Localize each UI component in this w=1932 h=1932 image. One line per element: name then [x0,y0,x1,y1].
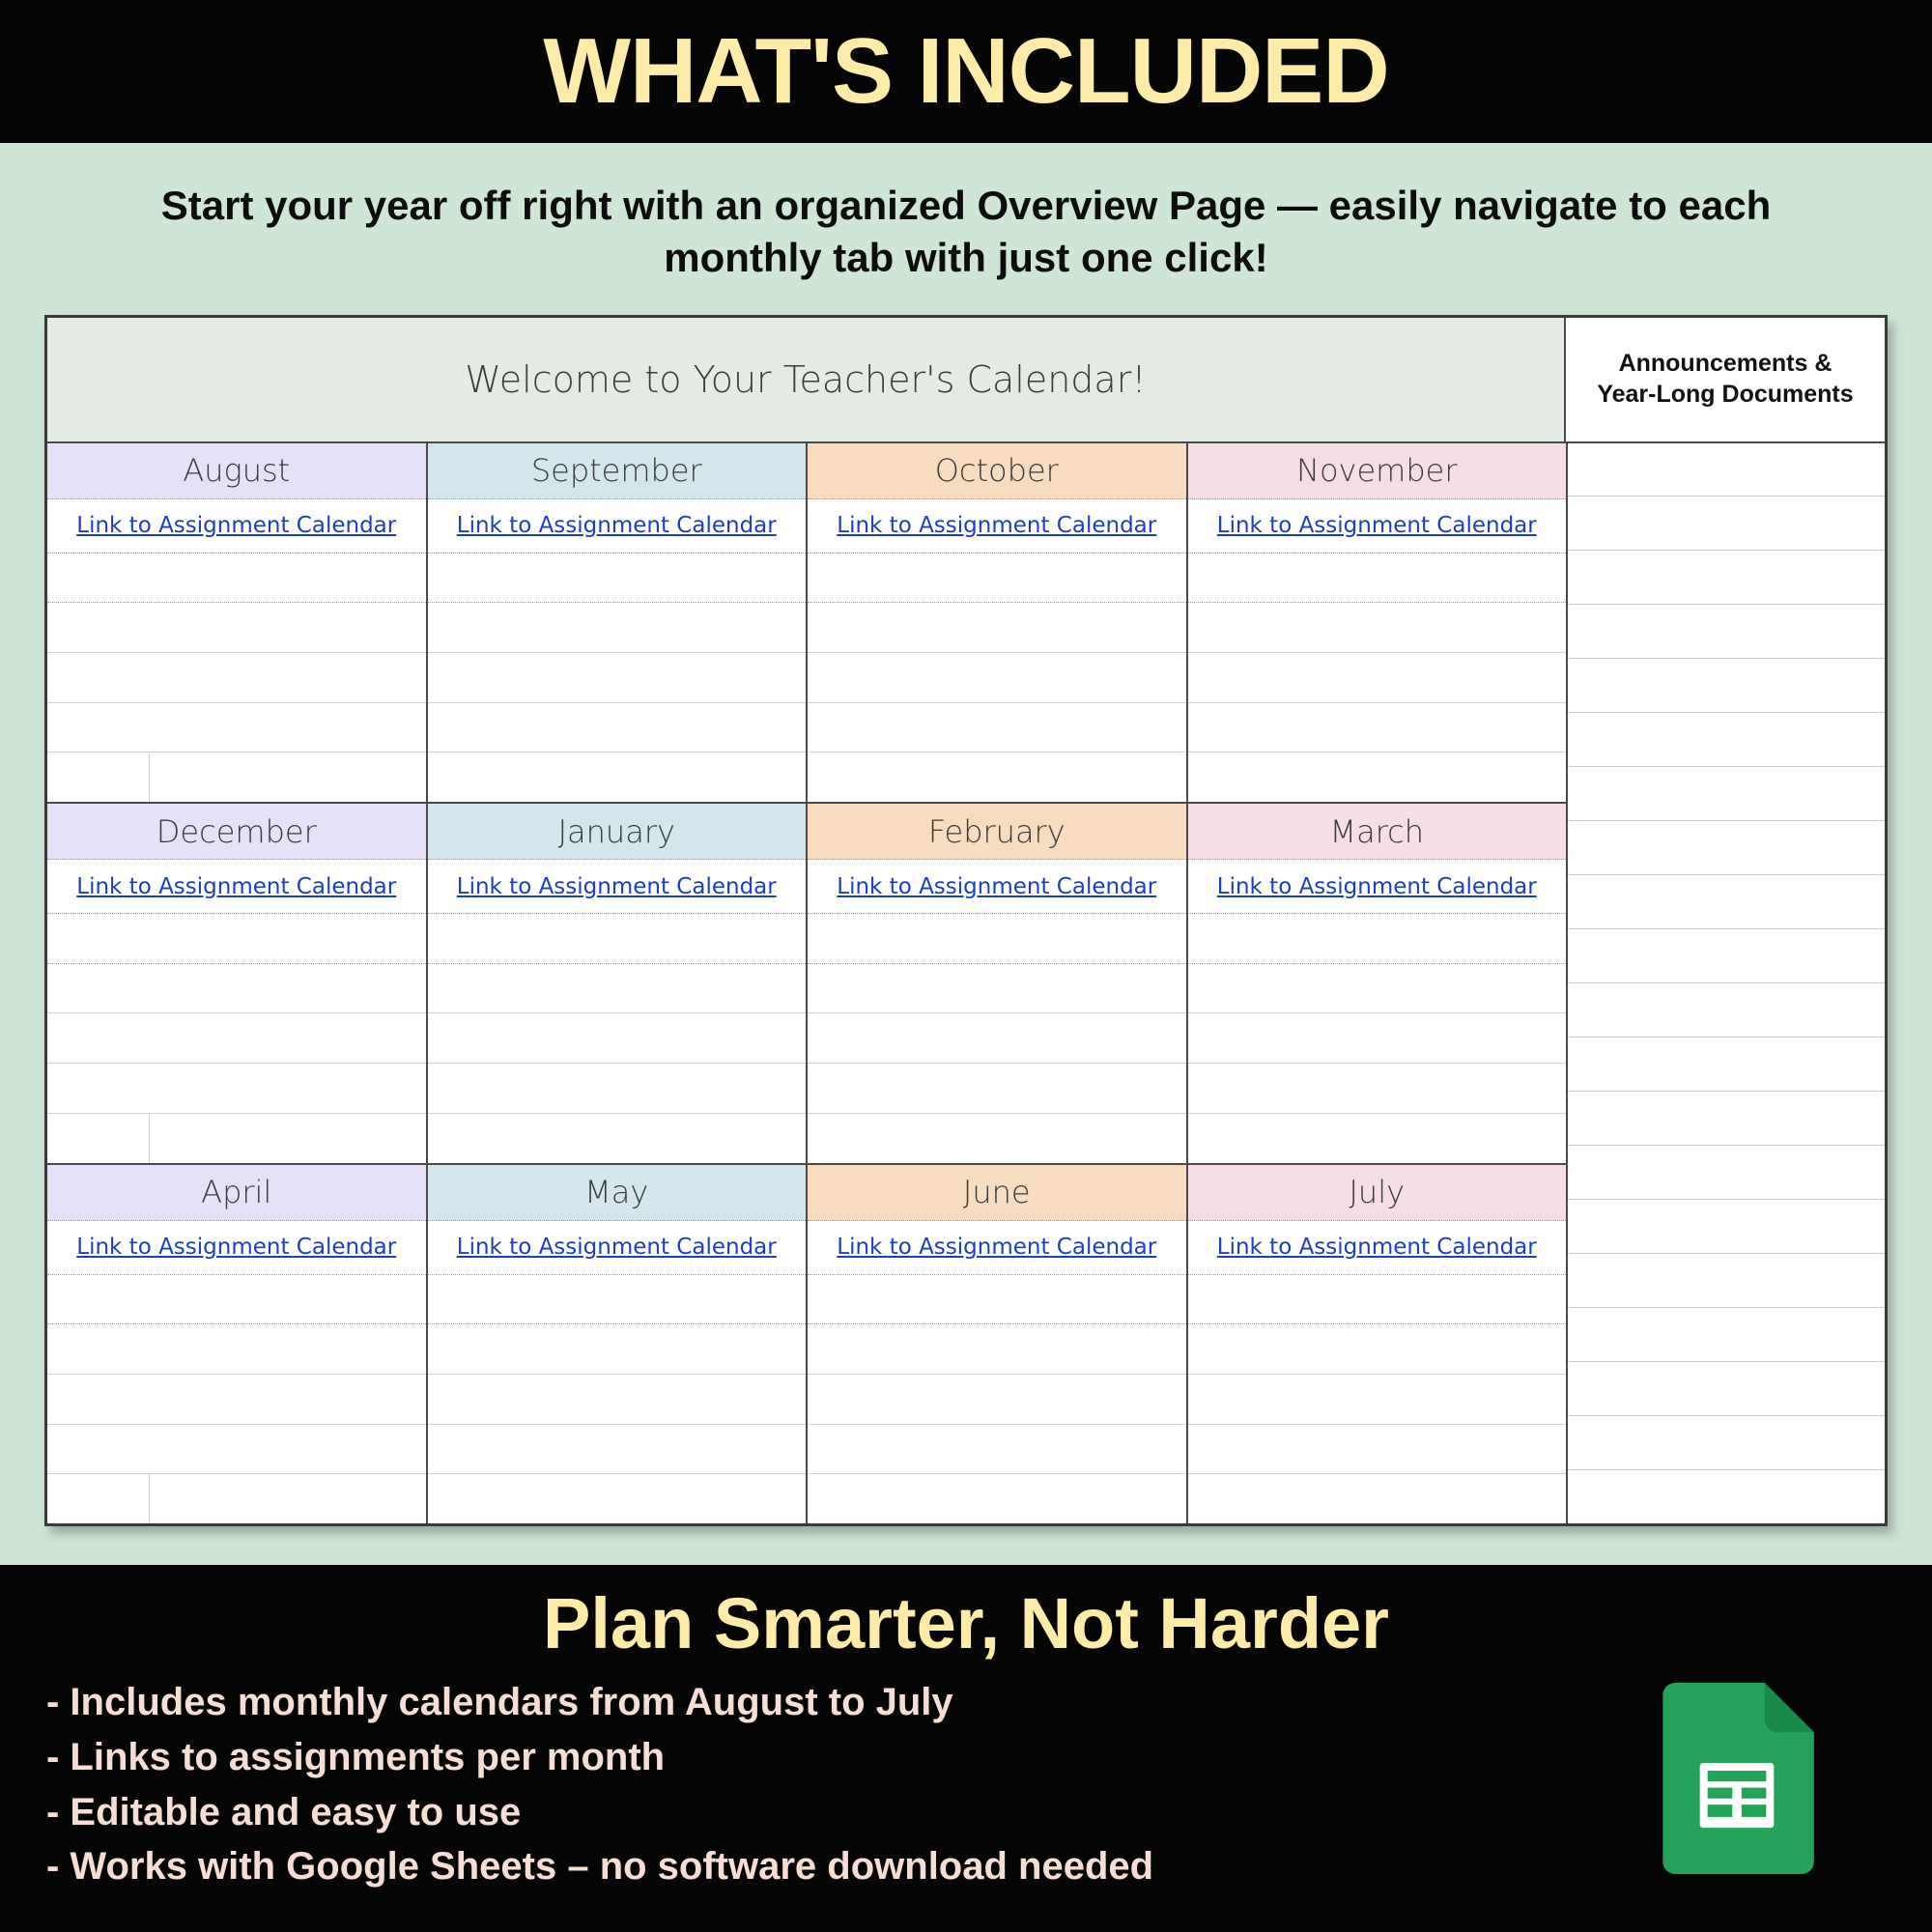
month-name: February [808,804,1186,860]
month-cell-february [808,804,1188,1163]
empty-cell[interactable] [808,964,1186,1014]
month-row [47,443,1566,805]
assignment-calendar-link[interactable]: Link to Assignment Calendar [456,873,777,899]
empty-cell[interactable] [808,703,1186,753]
assignment-calendar-link[interactable]: Link to Assignment Calendar [76,873,397,899]
assignment-calendar-link[interactable]: Link to Assignment Calendar [76,1235,397,1260]
empty-cell[interactable] [1568,1037,1885,1092]
month-cell-october [808,443,1188,803]
empty-cell[interactable] [1568,443,1885,497]
empty-cell[interactable] [1568,1146,1885,1200]
empty-cell[interactable] [1568,497,1885,551]
empty-cell[interactable] [1568,1362,1885,1416]
empty-cell[interactable] [428,1375,807,1425]
empty-cell[interactable] [428,653,807,703]
bottom-title: Plan Smarter, Not Harder [543,1583,1389,1663]
empty-cell[interactable] [1188,1425,1567,1475]
empty-cell[interactable] [1188,1474,1567,1523]
empty-cell[interactable] [47,1275,426,1325]
empty-cell[interactable] [1568,551,1885,605]
announcements-header [1566,318,1885,441]
month-name: August [47,443,426,499]
spreadsheet-header-row [47,318,1885,443]
month-link-row[interactable] [1188,860,1567,914]
empty-cell[interactable] [808,914,1186,964]
empty-cell[interactable] [808,753,1186,802]
month-link-row[interactable] [47,499,426,554]
month-row [47,804,1566,1165]
empty-cell[interactable] [428,554,807,604]
empty-cell[interactable] [1188,1064,1567,1114]
empty-cell[interactable] [47,1064,426,1114]
empty-cell[interactable] [1188,1375,1567,1425]
empty-cell[interactable] [428,753,807,802]
empty-cell[interactable] [1568,983,1885,1037]
assignment-calendar-link[interactable]: Link to Assignment Calendar [1216,873,1537,899]
empty-cell[interactable] [47,653,426,703]
assignment-calendar-link[interactable]: Link to Assignment Calendar [837,1235,1157,1260]
empty-cell[interactable] [1188,964,1567,1014]
month-row [47,1165,1566,1524]
welcome-cell: Welcome to Your Teacher's Calendar! [47,318,1566,441]
month-cell-june [808,1165,1188,1524]
empty-cell[interactable] [808,1425,1186,1475]
empty-cell[interactable] [47,1324,426,1375]
empty-cell[interactable] [808,1064,1186,1114]
month-cell-march [1188,804,1567,1163]
empty-cell[interactable] [808,653,1186,703]
month-name: June [808,1165,1186,1221]
empty-cell[interactable] [808,1474,1186,1523]
empty-cell[interactable] [428,914,807,964]
list-item: - Links to assignments per month [46,1735,666,1778]
month-name: May [428,1165,807,1221]
empty-cell[interactable] [1568,1254,1885,1308]
spreadsheet-body [47,443,1885,1524]
assignment-calendar-link[interactable]: Link to Assignment Calendar [1216,513,1537,538]
empty-cell[interactable] [1188,753,1567,802]
spreadsheet-wrapper [44,315,1888,1527]
month-cell-september [428,443,809,803]
empty-cell[interactable] [428,1474,807,1523]
month-link-row[interactable] [47,1221,426,1275]
empty-cell[interactable] [47,603,426,653]
spreadsheet [44,315,1888,1527]
empty-cell[interactable] [1188,1275,1567,1325]
empty-cell[interactable] [47,1474,426,1523]
empty-cell[interactable] [47,1425,426,1475]
empty-cell[interactable] [1568,1092,1885,1146]
empty-cell[interactable] [428,1114,807,1163]
assignment-calendar-link[interactable]: Link to Assignment Calendar [456,513,777,538]
month-link-row[interactable] [1188,499,1567,554]
assignment-calendar-link[interactable]: Link to Assignment Calendar [76,513,397,538]
empty-cell[interactable] [1568,821,1885,875]
empty-cell[interactable] [1188,653,1567,703]
empty-cell[interactable] [808,603,1186,653]
empty-cell[interactable] [808,1375,1186,1425]
list-item: - Includes monthly calendars from August to July [46,1681,953,1723]
empty-cell[interactable] [1188,914,1567,964]
empty-cell[interactable] [428,1275,807,1325]
list-item: - Works with Google Sheets – no software download needed [46,1845,1154,1889]
empty-cell[interactable] [47,703,426,753]
empty-cell[interactable] [1568,929,1885,983]
empty-cell[interactable] [808,1275,1186,1325]
empty-cell[interactable] [1188,703,1567,753]
months-area [47,443,1566,1524]
empty-cell[interactable] [1568,605,1885,659]
empty-cell[interactable] [428,703,807,753]
list-item: - Editable and easy to use [46,1790,522,1833]
month-cell-april [47,1165,428,1524]
page-title: WHAT'S INCLUDED [543,19,1389,123]
empty-cell[interactable] [1188,1013,1567,1064]
empty-cell[interactable] [808,554,1186,604]
month-name: September [428,443,807,499]
empty-cell[interactable] [428,603,807,653]
announcements-header-line1: Announcements & [1618,350,1833,378]
month-cell-july [1188,1165,1567,1524]
bottom-banner [0,1565,1932,1932]
month-name: November [1188,443,1567,499]
empty-cell[interactable] [47,753,426,802]
empty-cell[interactable] [47,964,426,1014]
month-link-row[interactable] [1188,1221,1567,1275]
month-link-row[interactable] [428,860,807,914]
empty-cell[interactable] [1188,1324,1567,1375]
subtitle: Start your year off right with an organized Overview Page — easily navigate to each monthly tab with just one click! [160,183,1772,280]
month-name: December [47,804,426,860]
empty-cell[interactable] [808,1013,1186,1064]
empty-cell[interactable] [428,964,807,1014]
month-cell-november [1188,443,1567,803]
empty-cell[interactable] [1568,713,1885,767]
month-cell-august [47,443,428,803]
announcements-column [1566,443,1885,1524]
empty-cell[interactable] [1568,1416,1885,1470]
empty-cell[interactable] [1568,767,1885,821]
empty-cell[interactable] [808,1324,1186,1375]
middle-section [0,143,1932,1565]
month-name: July [1188,1165,1567,1221]
empty-cell[interactable] [428,1425,807,1475]
announcements-header-line2: Year-Long Documents [1597,380,1854,408]
empty-cell[interactable] [1188,1114,1567,1163]
month-cell-may [428,1165,809,1524]
month-link-row[interactable] [808,860,1186,914]
empty-cell[interactable] [1568,875,1885,929]
empty-cell[interactable] [47,1013,426,1064]
empty-cell[interactable] [47,1375,426,1425]
month-link-row[interactable] [47,860,426,914]
assignment-calendar-link[interactable]: Link to Assignment Calendar [837,513,1157,538]
empty-cell[interactable] [47,1114,426,1163]
feature-list [39,1675,1893,1894]
month-name: January [428,804,807,860]
month-name: October [808,443,1186,499]
month-name: April [47,1165,426,1221]
empty-cell[interactable] [47,554,426,604]
empty-cell[interactable] [1568,1470,1885,1523]
month-link-row[interactable] [428,499,807,554]
assignment-calendar-link[interactable]: Link to Assignment Calendar [837,873,1157,899]
top-banner [0,0,1932,143]
empty-cell[interactable] [1188,554,1567,604]
month-link-row[interactable] [808,1221,1186,1275]
google-sheets-icon [1660,1683,1814,1874]
month-link-row[interactable] [808,499,1186,554]
empty-cell[interactable] [1188,603,1567,653]
assignment-calendar-link[interactable]: Link to Assignment Calendar [456,1235,777,1260]
empty-cell[interactable] [47,914,426,964]
empty-cell[interactable] [428,1013,807,1064]
empty-cell[interactable] [1568,1308,1885,1362]
empty-cell[interactable] [428,1324,807,1375]
empty-cell[interactable] [1568,1200,1885,1254]
month-cell-january [428,804,809,1163]
empty-cell[interactable] [428,1064,807,1114]
empty-cell[interactable] [1568,659,1885,713]
month-link-row[interactable] [428,1221,807,1275]
empty-cell[interactable] [808,1114,1186,1163]
month-cell-december [47,804,428,1163]
month-name: March [1188,804,1567,860]
assignment-calendar-link[interactable]: Link to Assignment Calendar [1216,1235,1537,1260]
